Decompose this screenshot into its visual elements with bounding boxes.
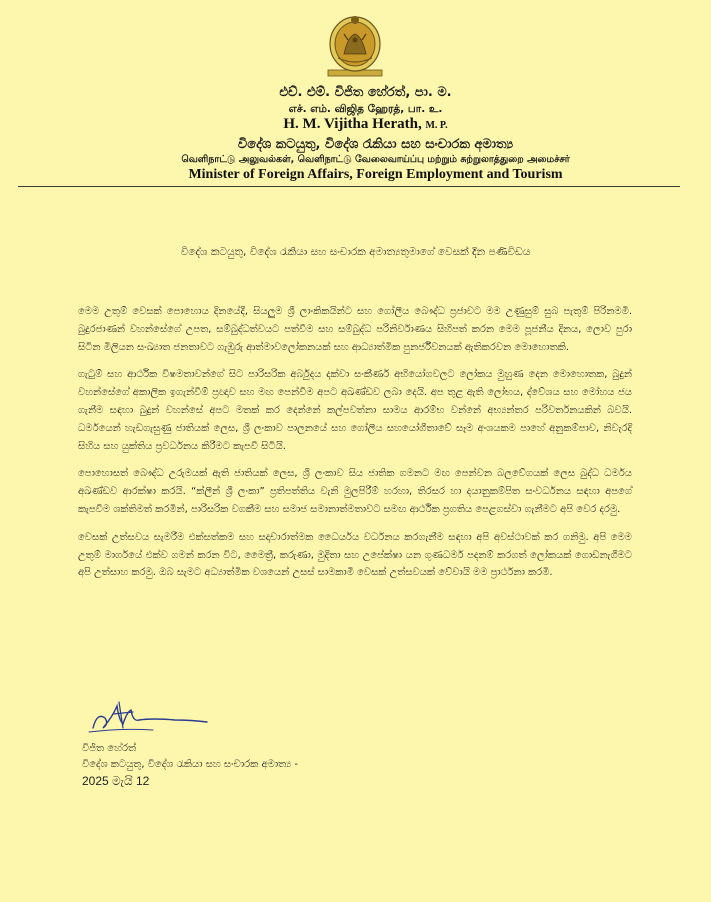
minister-name-english: H. M. Vijitha Herath, M. P.: [283, 116, 448, 132]
ministry-title-tamil: வெளிநாட்டு அலுவல்கள், வெளிநாட்டு வேலைவாய்ப்பு மற்றும் சுற்றுலாத்துறை அமைச்சர்: [181, 154, 570, 166]
letterhead-divider: [18, 186, 680, 187]
signatory-name: විජිත හේරත්: [82, 743, 137, 754]
national-emblem-icon: [326, 10, 384, 78]
ministry-title-english: Minister of Foreign Affairs, Foreign Employment and Tourism: [188, 167, 563, 183]
signature-block: [82, 741, 298, 789]
message-body: [78, 303, 632, 592]
paragraph-4: වෙසක් උත්සවය සැමරීම එක්සත්කම සහ සදාචාරාත්මක ධෛර්යය වර්ධනය කරගැනීම සඳහා අපි අවස්ථාවක් කර ගනිමු. අපි මෙම උතුම් මාර්ගයේ එක්ව ගමන් කරන විට, මෛත්‍රී, කරුණා, මුදිතා සහ උපේක්ෂා යන ගුණධර්ම පදනම් කරගත් ලෝකයක් ගොඩනැගීමට අපි උත්සාහ කරමු. ඔබ සැමට අධ්‍යාත්මික වශයෙන් උසස් සාමකාමී වෙසක් උත්සවයක් වේවායි මම ප්‍රාර්ථනා කරමි.: [78, 531, 632, 579]
message-date: 2025 මැයි 12: [82, 774, 150, 788]
signatory-designation: විදේශ කටයුතු, විදේශ රැකියා සහ සංචාරක අමාත්‍ය -: [82, 759, 298, 770]
minister-name-tamil: எச். எம். விஜித ஹேரத், பா. உ.: [288, 102, 443, 115]
ministry-title-sinhala: විදේශ කටයුතු, විදේශ රැකියා සහ සංචාරක අමාත්‍ය: [237, 137, 514, 153]
paragraph-1: මෙම උතුම් වෙසක් පොහොය දිනයේදී, සියලුම ශ්‍රී ලාංකිකයින්ට සහ ගෝලීය බෞද්ධ ප්‍රජාවට මම උණුසුම් සුබ පැතුම් පිරිනමමි. බුදුරජාණන් වහන්සේගේ උපත, සම්බුද්ධත්වයට පත්වීම සහ සම්බුද්ධ පරිනිර්වාණය සිහිපත් කරන මෙම පූජනීය දිනය, ලොව පුරා සිටින මිලියන සංඛ්‍යාත ජනතාවට ගැඹුරු ආත්මාවලෝකනයක් සහ ආධ්‍යාත්මික පුනර්ජීවනයක් ඇතිකරවන මොහොතකි.: [78, 306, 632, 353]
letterhead: [0, 86, 711, 183]
minister-name-sinhala: එච්. එම්. විජිත හේරත්, පා. ම.: [279, 85, 452, 100]
paragraph-2: ගැටුම් සහ ආර්ථික විෂමතාවන්ගේ සිට පාරිසරික අර්බුදය දක්වා සංකීර්ණ අභියෝගවලට ලෝකය මුහුණ දෙන මොහොතක, බුදුන් වහන්සේගේ අකාලික ඉගැන්වීම් ප්‍රඥාව සහ මඟ පෙන්වීම අපට අඛණ්ඩව ලබා දෙයි. අප තුළ ඇති ලෝභය, ද්වේශය සහ මෝහය ජය ගැනීම සඳහා බුදුන් වහන්සේ අපට මතක් කර දෙන්නේ කල්පවත්නා සාමය ආරම්භ වන්නේ අභ්‍යන්තර පරිවර්තනයකින් බවයි. ධර්මයෙන් හැඩගැසුණු ජාතියක් ලෙස, ශ්‍රී ලංකාව පාලනයේ සහ ගෝලීය සහයෝගීතාවේ සෑම අංශයකම පාහේ අනුකම්පාව, නිවැරදි සිහිය සහ යුක්තිය ප්‍රවර්ධනය කිරීමට කැපවී සිටියි.: [78, 369, 632, 452]
signature-icon: [83, 698, 213, 738]
message-title: විදේශ කටයුතු, විදේශ රැකියා සහ සංචාරක අමාත්‍යතුමාගේ වෙසක් දින පණිවිඩය: [180, 246, 531, 258]
paragraph-3: පොහොසත් බෞද්ධ උරුමයක් ඇති ජාතියක් ලෙස, ශ්‍රී ලංකාව සිය ජාතික ගමනට මඟ පෙන්වන බලවේගයක් ලෙස බුද්ධ ධර්මය අඛණ්ඩව ආරක්ෂා කරයි. “ක්ලීන් ශ්‍රී ලංකා” ප්‍රතිපත්තිය වැනි මුලපිරීම් හරහා, තිරසර හා දයානුකම්පිත සංවර්ධනය සඳහා අපගේ කැපවීම ශක්තිමත් කරමින්, පාරිසරික වගකීම සහ සමාජ සමානාත්මතාවට සමඟ ආර්ථික ප්‍රගතිය පෙළගස්වා ගැනීමට අපි වෙර දරමු.: [78, 468, 632, 515]
